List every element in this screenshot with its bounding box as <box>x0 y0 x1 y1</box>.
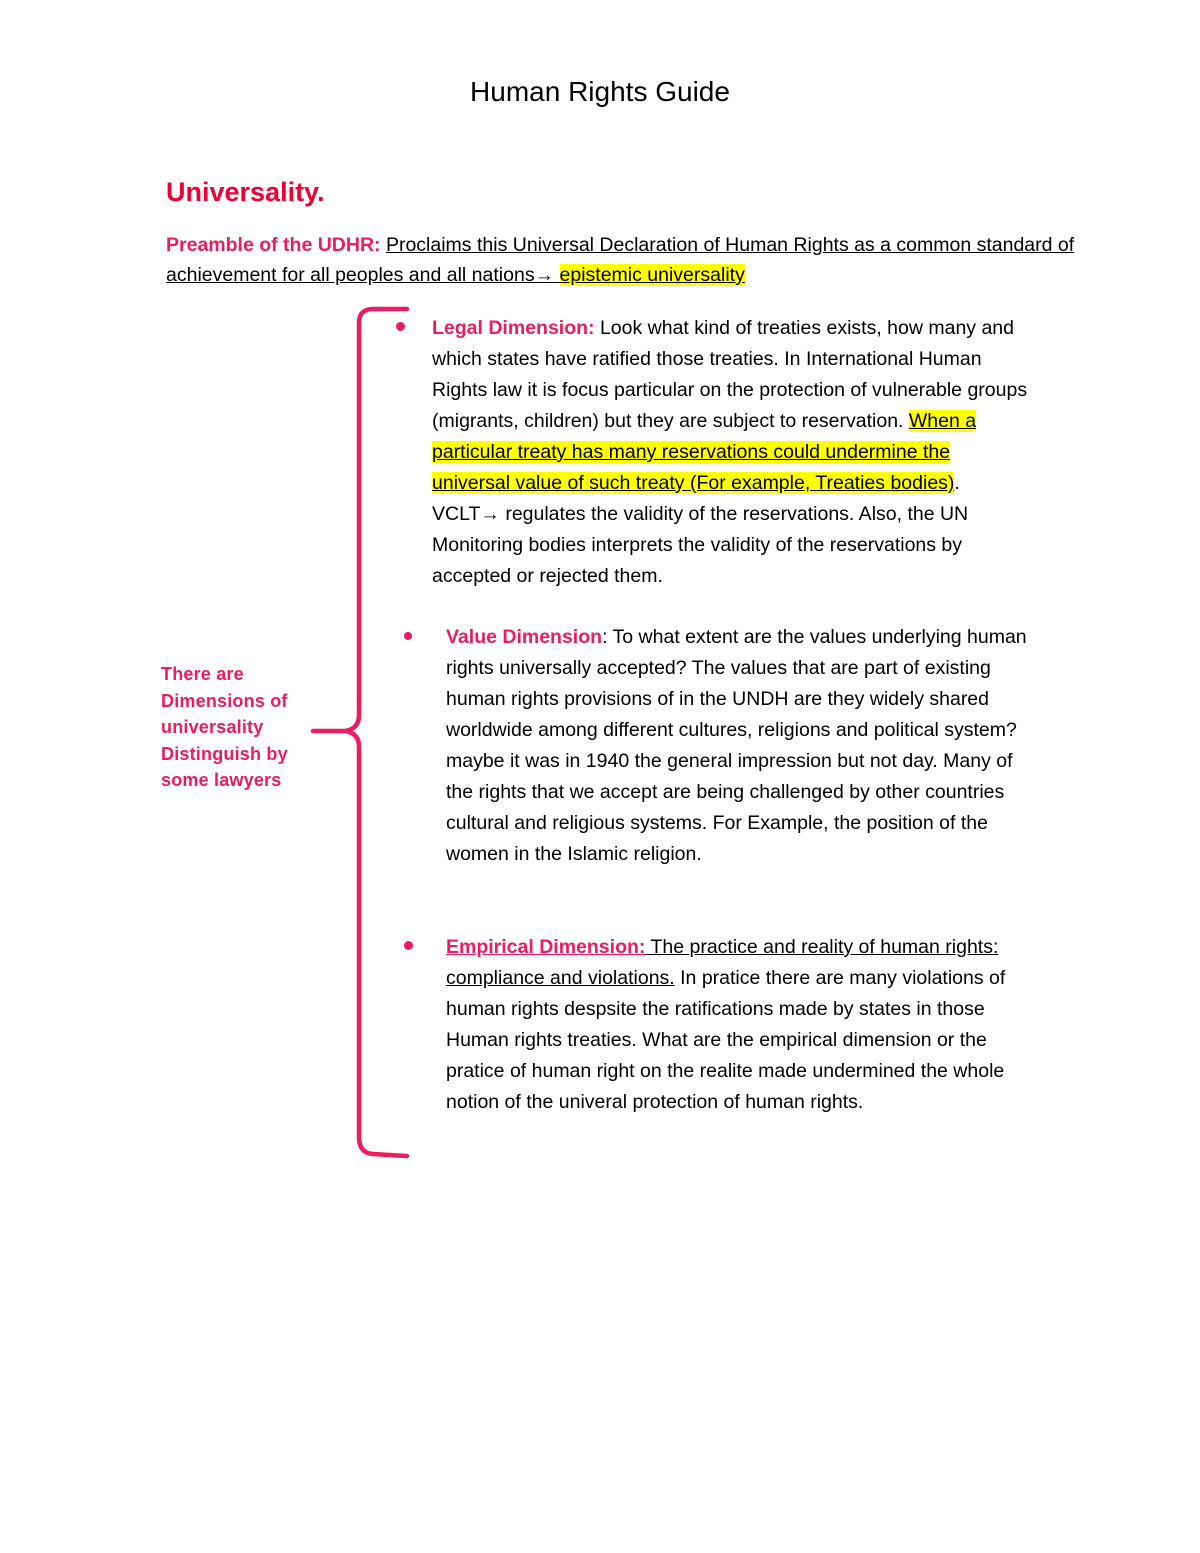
list-item-value <box>446 622 1044 870</box>
list-item-empirical <box>446 932 1038 1118</box>
preamble-highlight: epistemic universality <box>559 264 745 286</box>
item-label: Legal Dimension: <box>432 317 595 339</box>
preamble-body: Proclaims this Universal Declaration of Human Rights as a common standard of achievement for all peoples and all nations <box>166 234 1075 286</box>
section-heading: Universality. <box>166 177 325 207</box>
item-text: Look what kind of treaties exists, how many and which states have ratified those treaties. In International Human Rights law it is focus particular on the protection of vulnerable groups (migrants, children) but they are subject to reservation. <box>432 317 1028 432</box>
right-arrow-icon: → <box>480 503 500 525</box>
item-label: Empirical Dimension: <box>446 936 646 958</box>
document-title: Human Rights Guide <box>470 76 730 107</box>
item-text: In pratice there are many violations of human rights despsite the ratifications made by states in those Human rights treaties. What are the empirical dimension or the pratice of human right on the realite made undermined the whole notion of the univeral protection of human rights. <box>446 967 1006 1113</box>
side-note: There are Dimensions of universality Distinguish by some lawyers <box>161 664 288 790</box>
item-label: Value Dimension <box>446 626 603 648</box>
list-item-legal <box>432 313 1032 592</box>
item-highlight: When a particular treaty has many reservations could undermine the universal value of such treaty (For example, Treaties bodies) <box>432 410 977 494</box>
bullet-icon <box>404 941 413 950</box>
item-text: regulates the validity of the reservations. Also, the UN Monitoring bodies interprets the validity of the reservations by accepted or rejected them. <box>432 503 969 587</box>
bullet-icon <box>404 632 412 640</box>
item-text: : To what extent are the values underlying human rights universally accepted? The values that are part of existing human rights provisions of in the UNDH are they widely shared worldwide among different cultures, religions and political system? maybe it was in 1940 the general impression but not day. Many of the rights that we accept are being challenged by other countries cultural and religious systems. For Example, the position of the women in the Islamic religion. <box>446 626 1027 865</box>
item-text: . VCLT <box>432 472 960 525</box>
item-underlined: The practice and reality of human rights: compliance and violations. <box>446 936 999 989</box>
right-arrow-icon: → <box>534 264 555 286</box>
bullet-icon <box>396 322 405 331</box>
preamble-label: Preamble of the UDHR: <box>166 234 381 256</box>
